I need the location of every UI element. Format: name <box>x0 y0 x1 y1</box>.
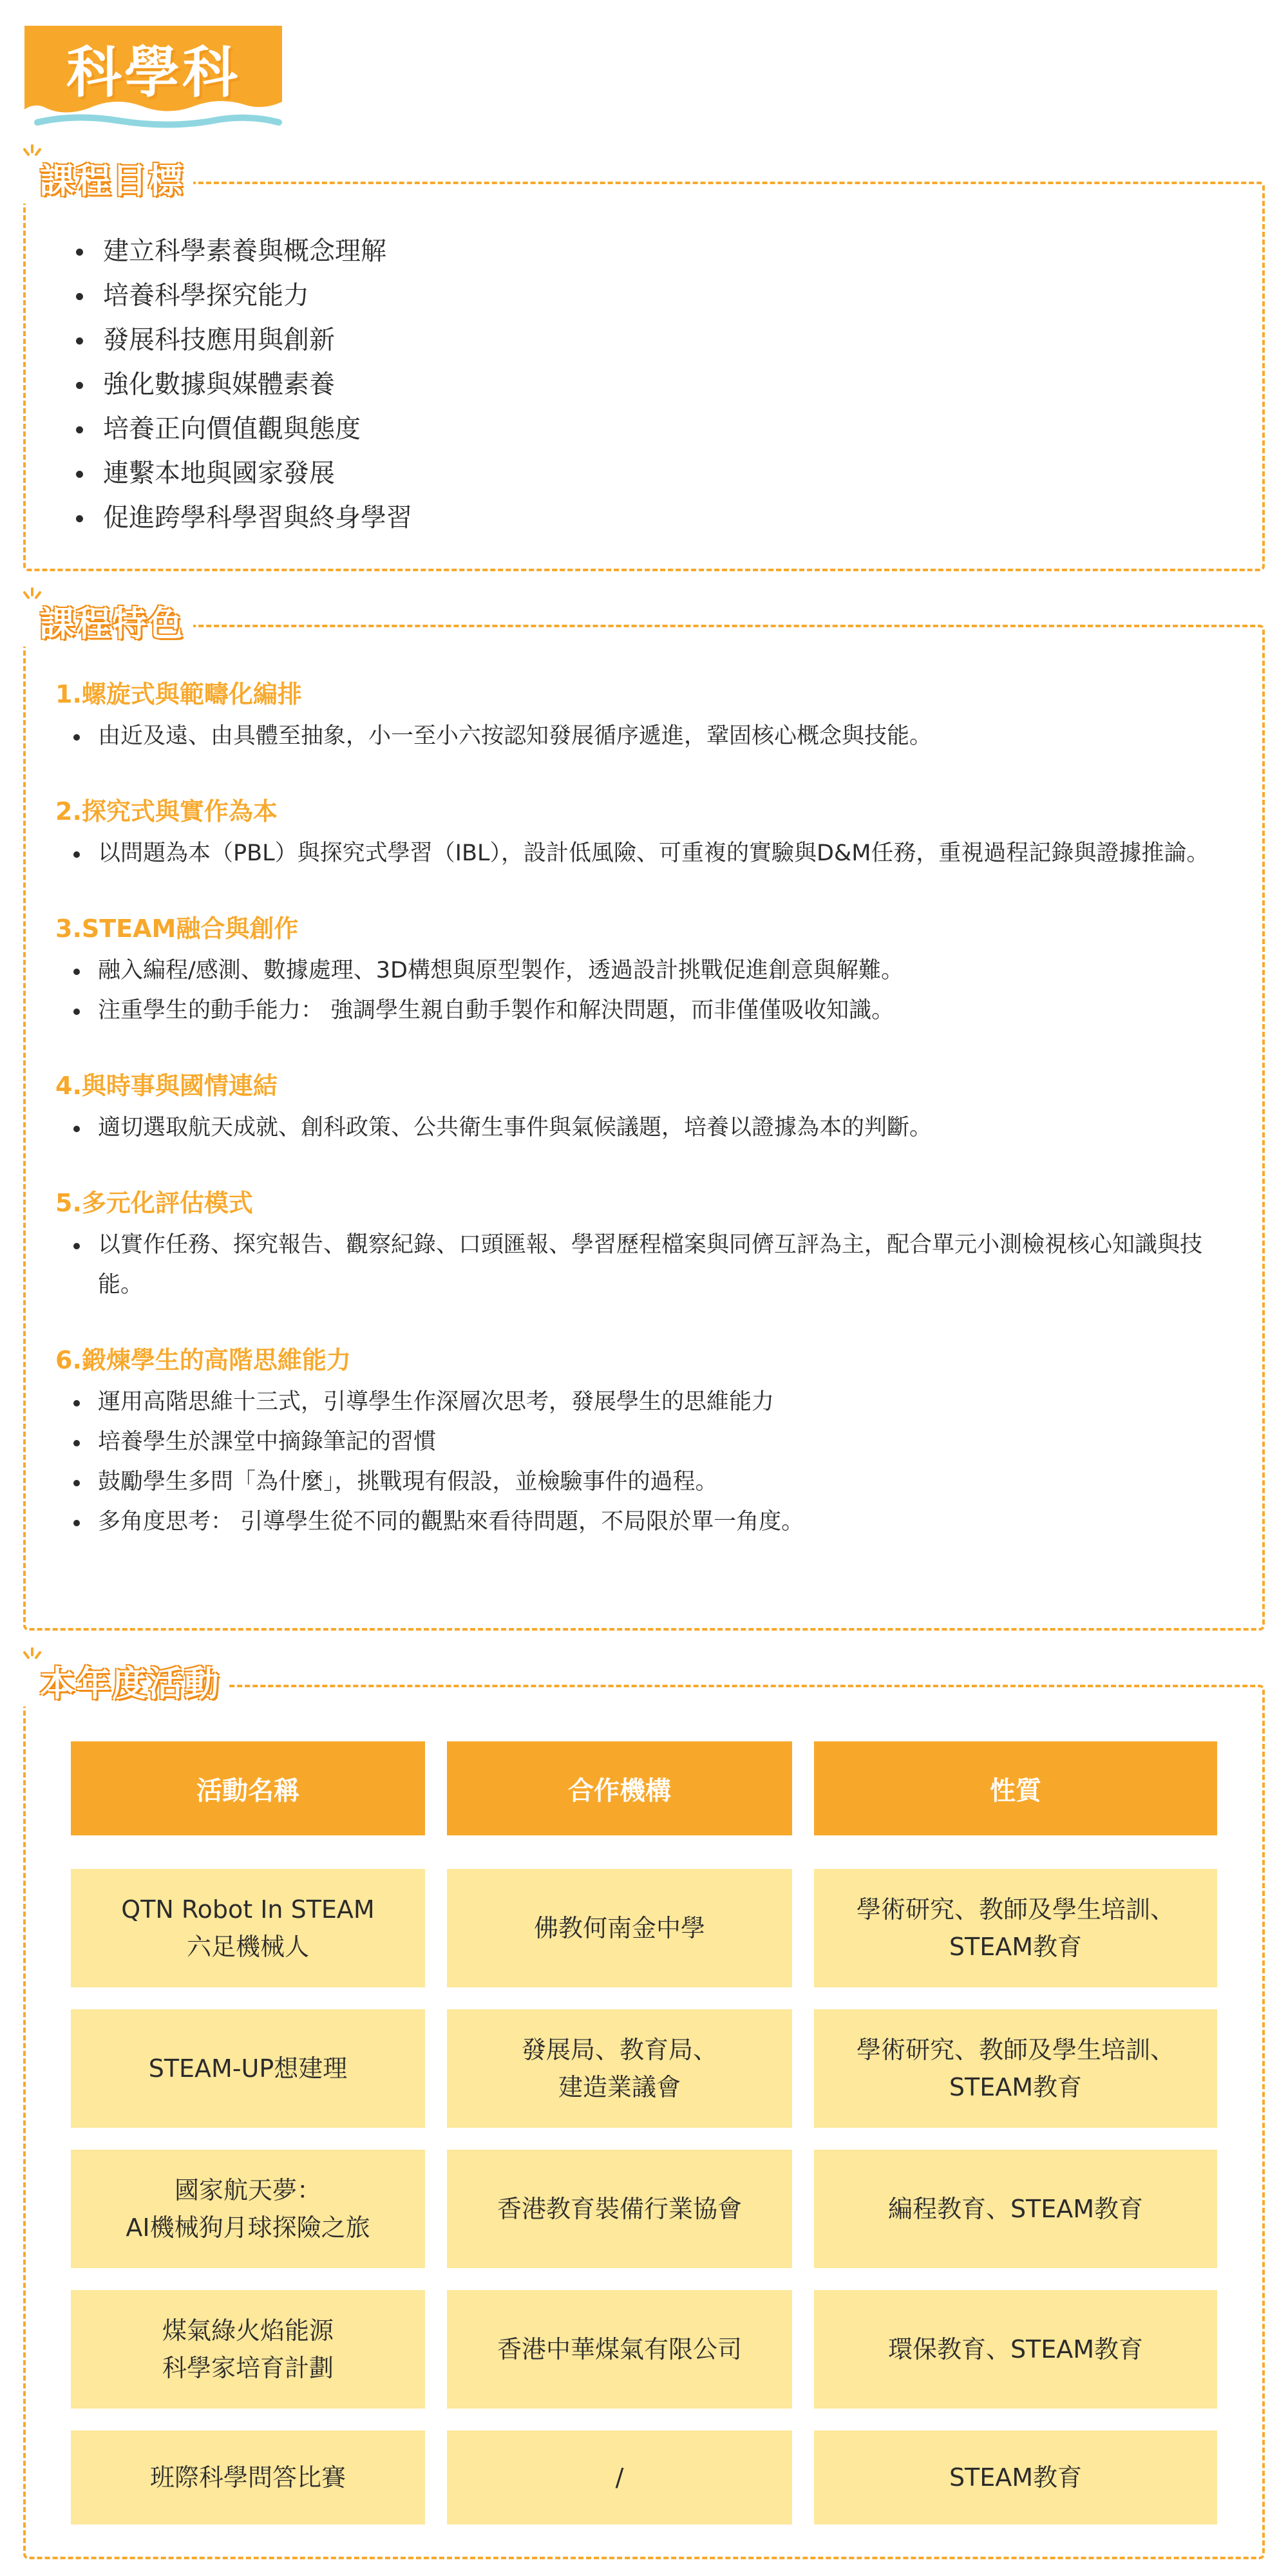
feature-point: 注重學生的動手能力： 強調學生親自動手製作和解決問題，而非僅僅吸收知識。 <box>55 990 1227 1030</box>
table-cell: 環保教育、STEAM教育 <box>814 2290 1217 2409</box>
table-row <box>71 2290 1217 2409</box>
activities-table <box>71 1741 1217 2546</box>
table-cell: 學術研究、教師及學生培訓、 STEAM教育 <box>814 2009 1217 2128</box>
feature-item <box>55 1184 1227 1305</box>
activities-label <box>19 1655 229 1707</box>
feature-point: 以問題為本（PBL）與探究式學習（IBL），設計低風險、可重複的實驗與D&M任務，重視過程記錄與證據推論。 <box>55 833 1227 873</box>
table-header <box>71 1741 1217 1835</box>
header-partner: 合作機構 <box>447 1741 792 1835</box>
objectives-list <box>72 229 412 540</box>
feature-point: 培養學生於課堂中摘錄筆記的習慣 <box>55 1422 1227 1462</box>
list-item: 促進跨學科學習與終身學習 <box>72 496 412 540</box>
table-cell: 香港中華煤氣有限公司 <box>447 2290 792 2409</box>
table-cell: 煤氣綠火焰能源 科學家培育計劃 <box>71 2290 425 2409</box>
objectives-label <box>19 152 193 204</box>
objectives-heading: 課程目標 <box>40 160 184 201</box>
feature-point: 鼓勵學生多問「為什麼」，挑戰現有假設，並檢驗事件的過程。 <box>55 1462 1227 1502</box>
title-banner <box>24 26 282 129</box>
list-item: 強化數據與媒體素養 <box>72 363 412 407</box>
header-nature: 性質 <box>814 1741 1217 1835</box>
table-cell: STEAM-UP想建理 <box>71 2009 425 2128</box>
table-cell: 發展局、教育局、 建造業議會 <box>447 2009 792 2128</box>
feature-heading: 3.STEAM融合與創作 <box>55 914 299 943</box>
features-list <box>55 675 1227 1578</box>
table-cell: 編程教育、STEAM教育 <box>814 2150 1217 2268</box>
features-label <box>19 595 193 647</box>
table-row <box>71 1869 1217 1987</box>
table-row <box>71 2009 1217 2128</box>
table-row <box>71 2150 1217 2268</box>
list-item: 發展科技應用與創新 <box>72 318 412 363</box>
feature-point: 融入編程/感測、數據處理、3D構想與原型製作，透過設計挑戰促進創意與解難。 <box>55 951 1227 990</box>
table-cell: 佛教何南金中學 <box>447 1869 792 1987</box>
table-cell: STEAM教育 <box>814 2430 1217 2524</box>
feature-point: 多角度思考： 引導學生從不同的觀點來看待問題，不局限於單一角度。 <box>55 1502 1227 1542</box>
feature-point: 適切選取航天成就、創科政策、公共衛生事件與氣候議題，培養以證據為本的判斷。 <box>55 1108 1227 1148</box>
table-cell: 班際科學問答比賽 <box>71 2430 425 2524</box>
feature-point: 以實作任務、探究報告、觀察紀錄、口頭匯報、學習歷程檔案與同儕互評為主，配合單元小測檢視核心知識與技能。 <box>55 1225 1227 1305</box>
feature-item <box>55 792 1227 873</box>
features-heading: 課程特色 <box>40 603 184 644</box>
list-item: 培養正向價值觀與態度 <box>72 407 412 451</box>
feature-heading: 1.螺旋式與範疇化編排 <box>55 680 302 708</box>
feature-point: 由近及遠、由具體至抽象，小一至小六按認知發展循序遞進，鞏固核心概念與技能。 <box>55 716 1227 756</box>
activities-heading: 本年度活動 <box>40 1663 220 1704</box>
table-cell: 國家航天夢： AI機械狗月球探險之旅 <box>71 2150 425 2268</box>
table-cell: QTN Robot In STEAM 六足機械人 <box>71 1869 425 1987</box>
feature-item <box>55 1066 1227 1148</box>
header-activity-name: 活動名稱 <box>71 1741 425 1835</box>
feature-heading: 4.與時事與國情連結 <box>55 1072 278 1100</box>
feature-heading: 5.多元化評估模式 <box>55 1189 253 1217</box>
page-title: 科學科 <box>66 41 240 105</box>
table-row <box>71 2430 1217 2524</box>
feature-item <box>55 909 1227 1030</box>
feature-point: 運用高階思維十三式，引導學生作深層次思考，發展學生的思維能力 <box>55 1382 1227 1422</box>
table-cell: 學術研究、教師及學生培訓、 STEAM教育 <box>814 1869 1217 1987</box>
feature-heading: 2.探究式與實作為本 <box>55 797 278 826</box>
table-cell: / <box>447 2430 792 2524</box>
list-item: 連繫本地與國家發展 <box>72 451 412 496</box>
feature-item <box>55 1341 1227 1542</box>
feature-item <box>55 675 1227 756</box>
feature-heading: 6.鍛煉學生的高階思維能力 <box>55 1346 351 1374</box>
list-item: 建立科學素養與概念理解 <box>72 229 412 274</box>
table-cell: 香港教育裝備行業協會 <box>447 2150 792 2268</box>
list-item: 培養科學探究能力 <box>72 274 412 318</box>
